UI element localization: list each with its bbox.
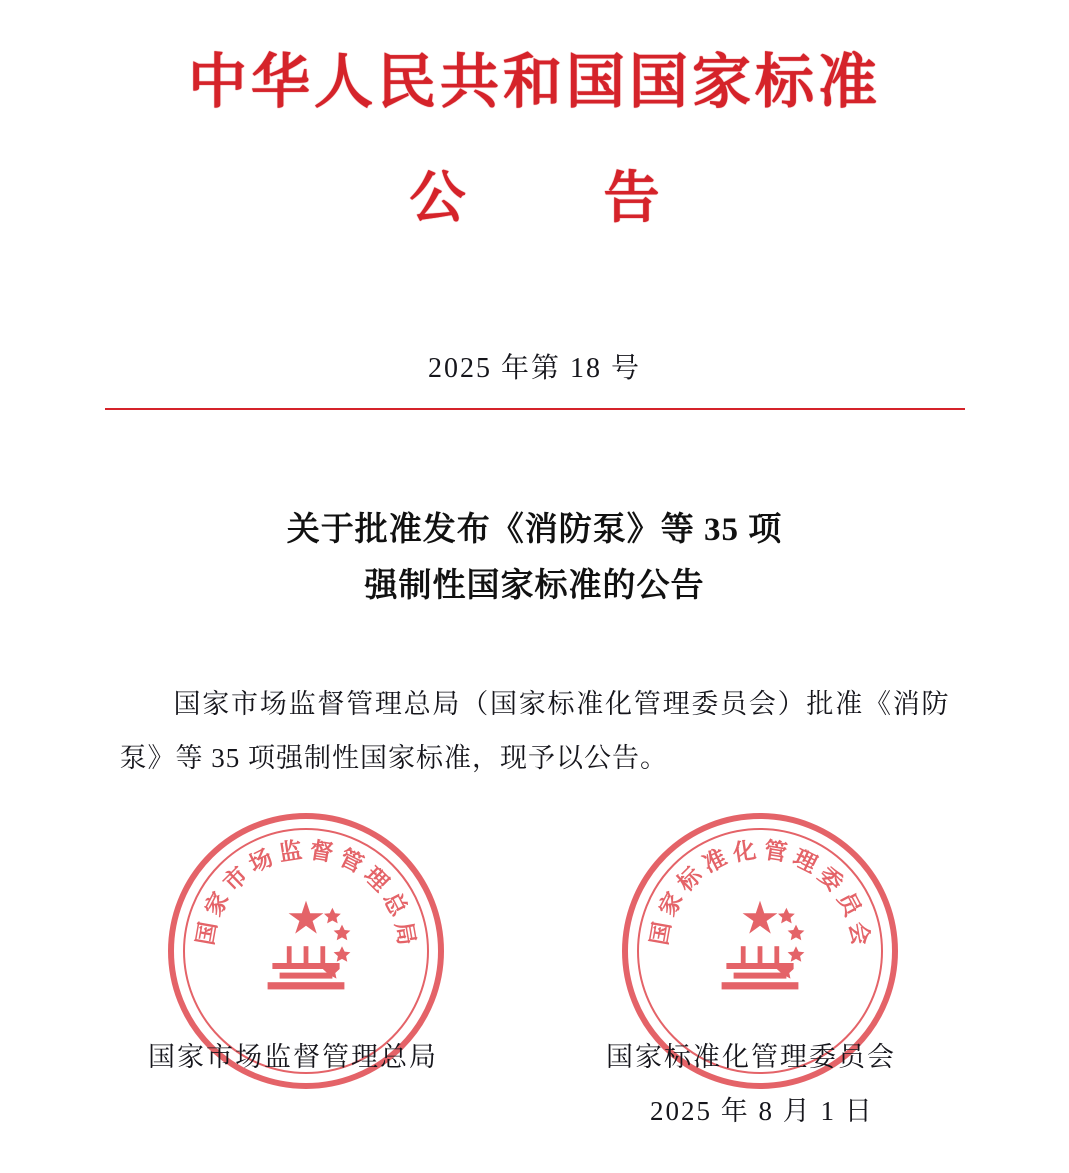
signature-org-right: 国家标准化管理委员会 bbox=[606, 1042, 896, 1073]
page-title-line-2: 强制性国家标准的公告 bbox=[364, 568, 705, 605]
page-title-line-1: 关于批准发布《消防泵》等 35 项 bbox=[286, 511, 783, 548]
issue-block bbox=[0, 346, 1069, 410]
masthead-title: 中华人民共和国国家标准 bbox=[187, 49, 881, 115]
masthead bbox=[0, 0, 1069, 234]
body-paragraph: 国家市场监督管理总局（国家标准化管理委员会）批准《消防泵》等 35 项强制性国家标准，现予以公告。 bbox=[119, 689, 950, 774]
signature-area bbox=[0, 803, 1069, 1133]
signature-date: 2025 年 8 月 1 日 bbox=[650, 1096, 874, 1127]
national-emblem-icon bbox=[700, 889, 820, 1009]
issue-number: 2025 年第 18 号 bbox=[427, 352, 641, 384]
masthead-subtitle: 公 告 bbox=[409, 167, 722, 230]
seal-ring-text: 国 家 市 场 监 督 管 理 总 局 bbox=[192, 837, 420, 948]
page-title bbox=[0, 502, 1069, 616]
signature-org-left: 国家市场监督管理总局 bbox=[148, 1042, 438, 1073]
national-emblem-icon bbox=[246, 889, 366, 1009]
seal-ring-text: 国 家 标 准 化 管 理 委 员 会 bbox=[646, 837, 874, 948]
red-divider-rule bbox=[105, 408, 965, 410]
